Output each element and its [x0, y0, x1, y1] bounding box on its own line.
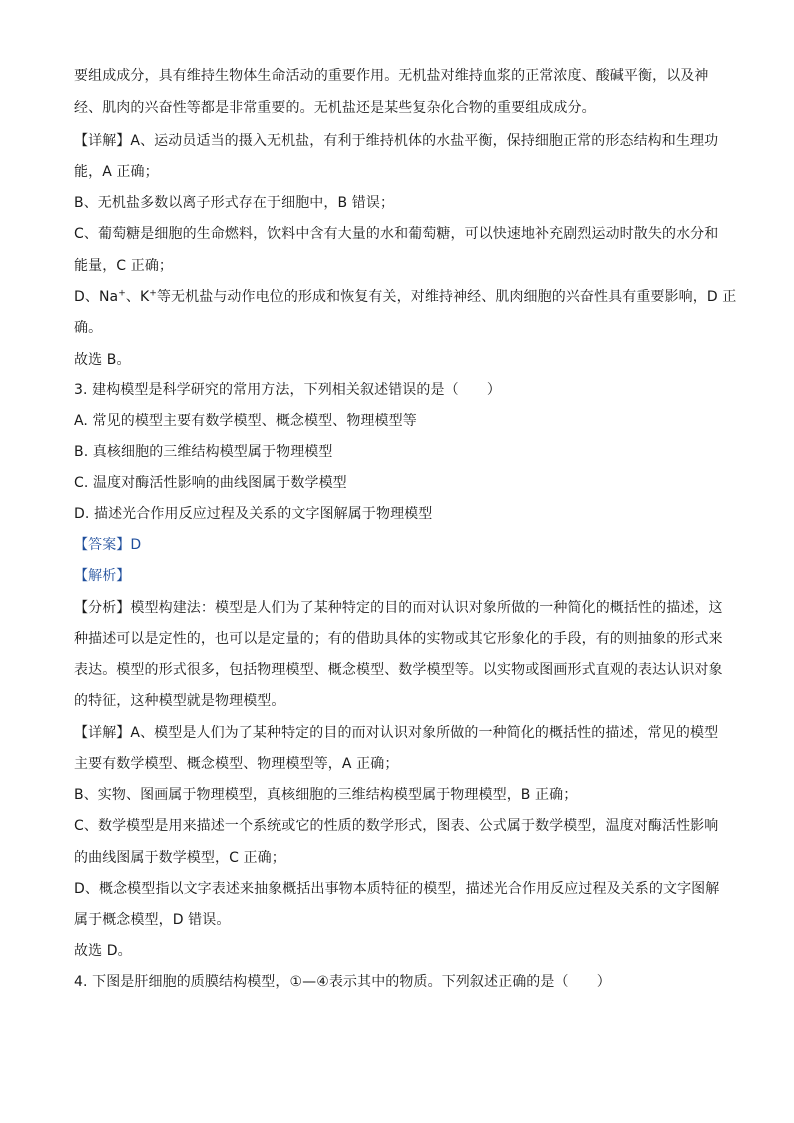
- text-line: 表达。模型的形式很多，包括物理模型、概念模型、数学模型等。以实物或图画形式直观的表达认识对象: [74, 662, 723, 678]
- text-line: 种描述可以是定性的，也可以是定量的；有的借助具体的实物或其它形象化的手段，有的则抽象的形式来: [74, 631, 723, 647]
- text-line: C、葡萄糖是细胞的生命燃料，饮料中含有大量的水和葡萄糖，可以快速地补充剧烈运动时散失的水分和: [74, 226, 719, 242]
- text-line: 主要有数学模型、概念模型、物理模型等，A 正确；: [74, 756, 399, 772]
- option-c: C. 温度对酶活性影响的曲线图属于数学模型: [74, 475, 347, 491]
- text-line: 故选 B。: [74, 352, 131, 368]
- ion-text: 、K: [125, 289, 150, 305]
- text-line: B、实物、图画属于物理模型，真核细胞的三维结构模型属于物理模型，B 正确；: [74, 787, 578, 803]
- text-line: 的曲线图属于数学模型，C 正确；: [74, 850, 286, 866]
- ion-charge: +: [149, 288, 157, 299]
- question-stem: 3. 建构模型是科学研究的常用方法，下列相关叙述错误的是（ ）: [74, 382, 502, 398]
- text-line: 的特征，这种模型就是物理模型。: [74, 693, 286, 709]
- option-b: B. 真核细胞的三维结构模型属于物理模型: [74, 444, 333, 460]
- text-line: 要组成成分，具有维持生物体生命活动的重要作用。无机盐对维持血浆的正常浓度、酸碱平衡，以及神: [74, 68, 709, 84]
- text-line: 属于概念模型，D 错误。: [74, 912, 231, 928]
- text-line: 确。: [74, 320, 103, 336]
- ion-charge: +: [118, 288, 126, 299]
- text-span: 等无机盐与动作电位的形成和恢复有关，对维持神经、肌肉细胞的兴奋性具有重要影响，D 正: [156, 289, 737, 305]
- text-line: 故选 D。: [74, 943, 132, 959]
- text-line: D、概念模型指以文字表述来抽象概括出事物本质特征的模型，描述光合作用反应过程及关系的文字图解: [74, 881, 720, 897]
- text-line: B、无机盐多数以离子形式存在于细胞中，B 错误；: [74, 195, 395, 211]
- question-stem: 4. 下图是肝细胞的质膜结构模型，①—④表示其中的物质。下列叙述正确的是（ ）: [74, 974, 611, 990]
- text-line: 【详解】A、运动员适当的摄入无机盐，有利于维持机体的水盐平衡，保持细胞正常的形态结构和生理功: [74, 133, 719, 149]
- text-line: 【详解】A、模型是人们为了某种特定的目的而对认识对象所做的一种简化的概括性的描述，常见的模型: [74, 725, 719, 741]
- option-d: D. 描述光合作用反应过程及关系的文字图解属于物理模型: [74, 506, 433, 522]
- analysis-label: 【解析】: [74, 568, 131, 584]
- text-line: 【分析】模型构建法：模型是人们为了某种特定的目的而对认识对象所做的一种简化的概括性的描述，这: [74, 600, 723, 616]
- text-line-with-ions: [74, 287, 737, 307]
- answer-label: 【答案】D: [74, 537, 142, 553]
- text-line: 能，A 正确；: [74, 164, 159, 180]
- text-line: 经、肌肉的兴奋性等都是非常重要的。无机盐还是某些复杂化合物的重要组成成分。: [74, 100, 596, 116]
- ion-text: D、Na: [74, 289, 119, 305]
- text-line: C、数学模型是用来描述一个系统或它的性质的数学形式，图表、公式属于数学模型，温度对酶活性影响: [74, 818, 719, 834]
- option-a: A. 常见的模型主要有数学模型、概念模型、物理模型等: [74, 413, 417, 429]
- text-line: 能量，C 正确；: [74, 258, 174, 274]
